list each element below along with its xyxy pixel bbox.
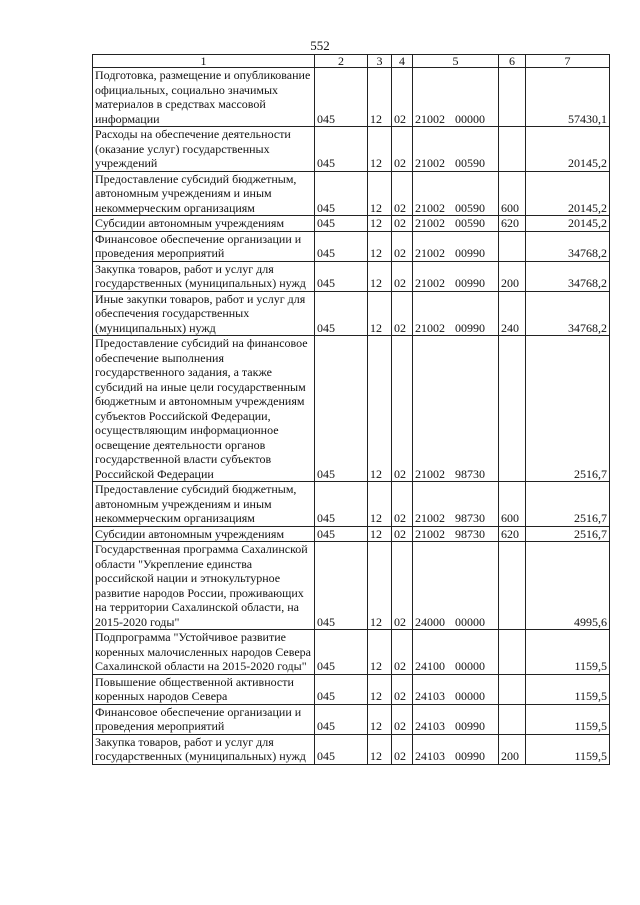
- row-target-article-cell: [413, 734, 499, 764]
- row-section-cell: 12: [368, 231, 392, 261]
- row-admin-code-cell: 045: [315, 482, 368, 527]
- table-row: [93, 127, 610, 172]
- target-article-direction-code: 98730: [455, 511, 485, 525]
- header-cell: 2: [315, 55, 368, 68]
- row-amount-cell: 2516,7: [526, 336, 610, 482]
- target-article-direction-code: 00990: [455, 320, 485, 335]
- target-article-program-code: 21002: [415, 466, 445, 481]
- target-article-direction-code: 00990: [455, 749, 485, 763]
- row-expense-type-cell: [499, 704, 526, 734]
- target-article-program-code: 21002: [415, 156, 445, 170]
- row-subsection-cell: 02: [392, 734, 413, 764]
- table-row: [93, 630, 610, 675]
- target-article-direction-code: 00000: [455, 111, 485, 126]
- row-expense-type-cell: 600: [499, 171, 526, 216]
- row-name-cell: Повышение общественной активности коренных народов Севера: [93, 674, 315, 704]
- row-subsection-cell: 02: [392, 291, 413, 336]
- target-article-direction-code: 00590: [455, 200, 485, 215]
- header-cell: 3: [368, 55, 392, 68]
- table-row: [93, 261, 610, 291]
- row-admin-code-cell: 045: [315, 216, 368, 232]
- row-expense-type-cell: [499, 68, 526, 127]
- row-subsection-cell: 02: [392, 630, 413, 675]
- row-section-cell: 12: [368, 336, 392, 482]
- row-name-cell: Подпрограмма "Устойчивое развитие коренных малочисленных народов Севера Сахалинской области на 2015-2020 годы": [93, 630, 315, 675]
- row-admin-code-cell: 045: [315, 526, 368, 542]
- row-target-article-cell: [413, 630, 499, 675]
- table-row: [93, 291, 610, 336]
- table-row: [93, 542, 610, 630]
- row-admin-code-cell: 045: [315, 674, 368, 704]
- row-name-cell: Предоставление субсидий на финансовое обеспечение выполнения государственного задания, а также субсидий на иные цели государственным бюджетным и автономным учреждениям субъектов Российской Федерации, осуществляющим информационное освещение деятельности органов государственной власти субъектов Российской Федерации: [93, 336, 315, 482]
- table-row: [93, 216, 610, 232]
- row-subsection-cell: 02: [392, 482, 413, 527]
- row-admin-code-cell: 045: [315, 542, 368, 630]
- row-target-article-cell: [413, 674, 499, 704]
- row-amount-cell: 1159,5: [526, 704, 610, 734]
- row-target-article-cell: [413, 291, 499, 336]
- target-article-direction-code: 00590: [455, 216, 485, 230]
- row-expense-type-cell: 200: [499, 261, 526, 291]
- row-subsection-cell: 02: [392, 68, 413, 127]
- row-section-cell: 12: [368, 261, 392, 291]
- target-article-direction-code: 00990: [455, 719, 485, 733]
- row-section-cell: 12: [368, 171, 392, 216]
- row-amount-cell: 2516,7: [526, 482, 610, 527]
- row-subsection-cell: 02: [392, 261, 413, 291]
- row-name-cell: Закупка товаров, работ и услуг для государственных (муниципальных) нужд: [93, 261, 315, 291]
- row-expense-type-cell: 620: [499, 216, 526, 232]
- row-admin-code-cell: 045: [315, 127, 368, 172]
- row-expense-type-cell: [499, 127, 526, 172]
- header-cell: 4: [392, 55, 413, 68]
- header-row: [93, 55, 610, 68]
- budget-table: [92, 54, 610, 765]
- target-article-program-code: 21002: [415, 276, 445, 290]
- row-amount-cell: 1159,5: [526, 630, 610, 675]
- row-section-cell: 12: [368, 291, 392, 336]
- row-expense-type-cell: [499, 542, 526, 630]
- row-section-cell: 12: [368, 734, 392, 764]
- row-subsection-cell: 02: [392, 127, 413, 172]
- header-cell: 6: [499, 55, 526, 68]
- target-article-program-code: 24000: [415, 614, 445, 629]
- page-number: 552: [310, 38, 330, 53]
- row-name-cell: Субсидии автономным учреждениям: [93, 216, 315, 232]
- table-row: [93, 68, 610, 127]
- row-subsection-cell: 02: [392, 336, 413, 482]
- row-name-cell: Предоставление субсидий бюджетным, автономным учреждениям и иным некоммерческим организациям: [93, 171, 315, 216]
- row-name-cell: Иные закупки товаров, работ и услуг для обеспечения государственных (муниципальных) нужд: [93, 291, 315, 336]
- row-target-article-cell: [413, 231, 499, 261]
- row-expense-type-cell: 200: [499, 734, 526, 764]
- target-article-program-code: 21002: [415, 511, 445, 525]
- row-target-article-cell: [413, 171, 499, 216]
- target-article-direction-code: 00000: [455, 689, 485, 703]
- row-target-article-cell: [413, 216, 499, 232]
- row-target-article-cell: [413, 127, 499, 172]
- row-subsection-cell: 02: [392, 674, 413, 704]
- row-target-article-cell: [413, 542, 499, 630]
- row-expense-type-cell: 240: [499, 291, 526, 336]
- row-admin-code-cell: 045: [315, 630, 368, 675]
- row-subsection-cell: 02: [392, 171, 413, 216]
- row-admin-code-cell: 045: [315, 704, 368, 734]
- row-amount-cell: 2516,7: [526, 526, 610, 542]
- row-name-cell: Закупка товаров, работ и услуг для государственных (муниципальных) нужд: [93, 734, 315, 764]
- table-row: [93, 674, 610, 704]
- row-name-cell: Государственная программа Сахалинской области "Укрепление единства российской нации и этнокультурное развитие народов России, проживающих на территории Сахалинской области, на 2015-2020 годы": [93, 542, 315, 630]
- row-admin-code-cell: 045: [315, 68, 368, 127]
- row-section-cell: 12: [368, 526, 392, 542]
- table-row: [93, 526, 610, 542]
- row-section-cell: 12: [368, 542, 392, 630]
- row-name-cell: Подготовка, размещение и опубликование официальных, социально значимых материалов в средствах массовой информации: [93, 68, 315, 127]
- row-target-article-cell: [413, 704, 499, 734]
- row-name-cell: Финансовое обеспечение организации и проведения мероприятий: [93, 704, 315, 734]
- header-cell: 7: [526, 55, 610, 68]
- row-expense-type-cell: [499, 674, 526, 704]
- row-subsection-cell: 02: [392, 216, 413, 232]
- row-section-cell: 12: [368, 674, 392, 704]
- row-amount-cell: 34768,2: [526, 291, 610, 336]
- row-amount-cell: 20145,2: [526, 171, 610, 216]
- row-target-article-cell: [413, 68, 499, 127]
- header-cell: 1: [93, 55, 315, 68]
- target-article-program-code: 24103: [415, 749, 445, 763]
- row-amount-cell: 34768,2: [526, 231, 610, 261]
- row-section-cell: 12: [368, 216, 392, 232]
- row-name-cell: Субсидии автономным учреждениям: [93, 526, 315, 542]
- row-name-cell: Расходы на обеспечение деятельности (оказание услуг) государственных учреждений: [93, 127, 315, 172]
- row-section-cell: 12: [368, 482, 392, 527]
- row-expense-type-cell: [499, 630, 526, 675]
- target-article-program-code: 21002: [415, 216, 445, 230]
- row-admin-code-cell: 045: [315, 231, 368, 261]
- row-name-cell: Финансовое обеспечение организации и проведения мероприятий: [93, 231, 315, 261]
- row-subsection-cell: 02: [392, 526, 413, 542]
- row-expense-type-cell: [499, 336, 526, 482]
- row-admin-code-cell: 045: [315, 336, 368, 482]
- row-admin-code-cell: 045: [315, 291, 368, 336]
- row-admin-code-cell: 045: [315, 734, 368, 764]
- table-row: [93, 482, 610, 527]
- row-target-article-cell: [413, 526, 499, 542]
- row-expense-type-cell: 620: [499, 526, 526, 542]
- row-admin-code-cell: 045: [315, 261, 368, 291]
- target-article-direction-code: 00990: [455, 276, 485, 290]
- row-admin-code-cell: 045: [315, 171, 368, 216]
- row-amount-cell: 20145,2: [526, 216, 610, 232]
- row-name-cell: Предоставление субсидий бюджетным, автономным учреждениям и иным некоммерческим организациям: [93, 482, 315, 527]
- row-subsection-cell: 02: [392, 704, 413, 734]
- row-target-article-cell: [413, 336, 499, 482]
- target-article-direction-code: 00990: [455, 246, 485, 260]
- row-amount-cell: 57430,1: [526, 68, 610, 127]
- target-article-program-code: 21002: [415, 320, 445, 335]
- row-amount-cell: 1159,5: [526, 734, 610, 764]
- row-target-article-cell: [413, 261, 499, 291]
- row-expense-type-cell: 600: [499, 482, 526, 527]
- target-article-program-code: 21002: [415, 246, 445, 260]
- table-row: [93, 734, 610, 764]
- target-article-program-code: 24103: [415, 689, 445, 703]
- table-row: [93, 336, 610, 482]
- header-cell: 5: [413, 55, 499, 68]
- row-amount-cell: 4995,6: [526, 542, 610, 630]
- row-amount-cell: 1159,5: [526, 674, 610, 704]
- target-article-program-code: 21002: [415, 526, 445, 541]
- table-row: [93, 704, 610, 734]
- target-article-direction-code: 00000: [455, 659, 485, 673]
- row-section-cell: 12: [368, 704, 392, 734]
- target-article-program-code: 24103: [415, 719, 445, 733]
- row-expense-type-cell: [499, 231, 526, 261]
- target-article-direction-code: 98730: [455, 526, 485, 541]
- target-article-program-code: 21002: [415, 200, 445, 215]
- target-article-direction-code: 98730: [455, 466, 485, 481]
- row-subsection-cell: 02: [392, 231, 413, 261]
- row-section-cell: 12: [368, 630, 392, 675]
- target-article-direction-code: 00590: [455, 156, 485, 170]
- row-amount-cell: 20145,2: [526, 127, 610, 172]
- target-article-program-code: 24100: [415, 659, 445, 673]
- row-subsection-cell: 02: [392, 542, 413, 630]
- row-section-cell: 12: [368, 68, 392, 127]
- row-amount-cell: 34768,2: [526, 261, 610, 291]
- row-target-article-cell: [413, 482, 499, 527]
- table-row: [93, 231, 610, 261]
- table-row: [93, 171, 610, 216]
- row-section-cell: 12: [368, 127, 392, 172]
- target-article-direction-code: 00000: [455, 614, 485, 629]
- target-article-program-code: 21002: [415, 111, 445, 126]
